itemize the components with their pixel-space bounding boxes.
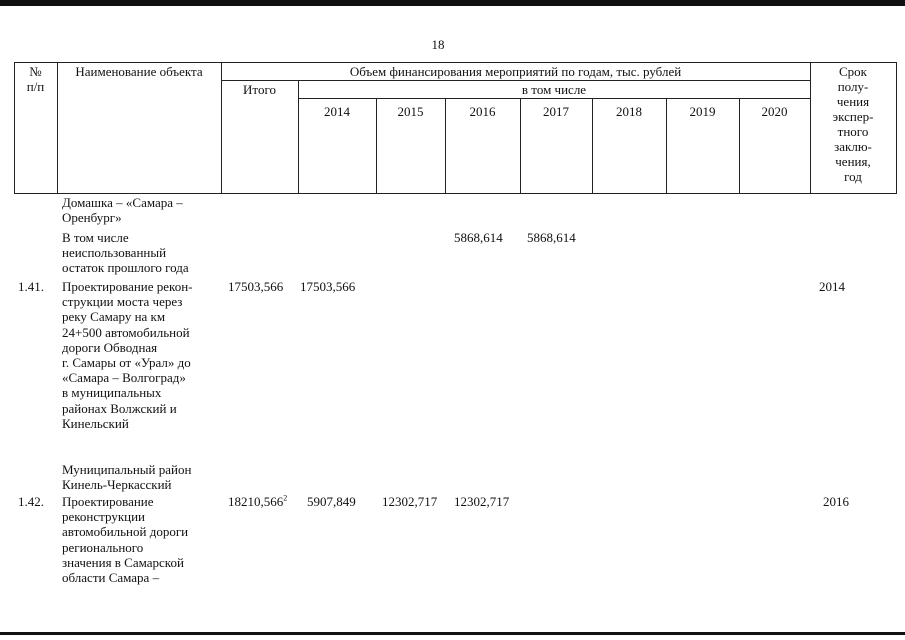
cell-2014: 17503,566 (300, 279, 356, 294)
header-no: № п/п (26, 64, 45, 94)
header-year-2014: 2014 (324, 104, 350, 119)
header-year-2015: 2015 (397, 104, 424, 119)
header-bottom-line (14, 193, 897, 194)
footnote-mark: 2 (283, 493, 288, 503)
cell-2017: 5868,614 (527, 230, 576, 245)
table-row: Домашка – «Самара – Оренбург» (62, 195, 183, 226)
header-year-2020: 2020 (761, 104, 788, 119)
cell-term: 2016 (823, 494, 849, 509)
bottom-border (0, 632, 905, 635)
header-year-2017: 2017 (543, 104, 569, 119)
header-volume: Объем финансирования мероприятий по годам, тыс. рублей (349, 64, 682, 79)
header-top-line (14, 62, 897, 63)
cell-2016: 12302,717 (454, 494, 510, 509)
header-line-2 (221, 80, 810, 81)
cell-total: 17503,566 (228, 279, 284, 294)
header-total: Итого (243, 82, 276, 97)
table-row: Проектирование рекон- струкции моста через реку Самару на км 24+500 автомобильной дороги Обводная г. Самары от «Урал» до «Самара – Волгоград» в муниципальных районах Волжский и Кинельский (62, 279, 193, 431)
header-term: Срок полу- чения экспер- тного заклю- чения, год (832, 64, 874, 184)
table-row: В том числе неиспользованный остаток прошлого года (62, 230, 189, 276)
header-year-2018: 2018 (616, 104, 642, 119)
table-row: Муниципальный район Кинель-Черкасский (62, 462, 192, 493)
header-name: Наименование объекта (75, 64, 203, 79)
header-year-2019: 2019 (689, 104, 716, 119)
header-including: в том числе (521, 82, 587, 97)
cell-2014: 5907,849 (307, 494, 356, 509)
header-year-2016: 2016 (469, 104, 496, 119)
cell-2015: 12302,717 (382, 494, 438, 509)
cell-term: 2014 (819, 279, 845, 294)
page-number: 18 (431, 37, 445, 52)
header-line-3 (298, 98, 810, 99)
table-row: Проектирование реконструкции автомобильной дороги регионального значения в Самарской области Самара – (62, 494, 189, 586)
row-number: 1.41. (18, 279, 44, 294)
row-number: 1.42. (18, 494, 44, 509)
top-border (0, 0, 905, 6)
cell-2016: 5868,614 (454, 230, 503, 245)
cell-total: 18210,566$^2$ (228, 493, 288, 509)
